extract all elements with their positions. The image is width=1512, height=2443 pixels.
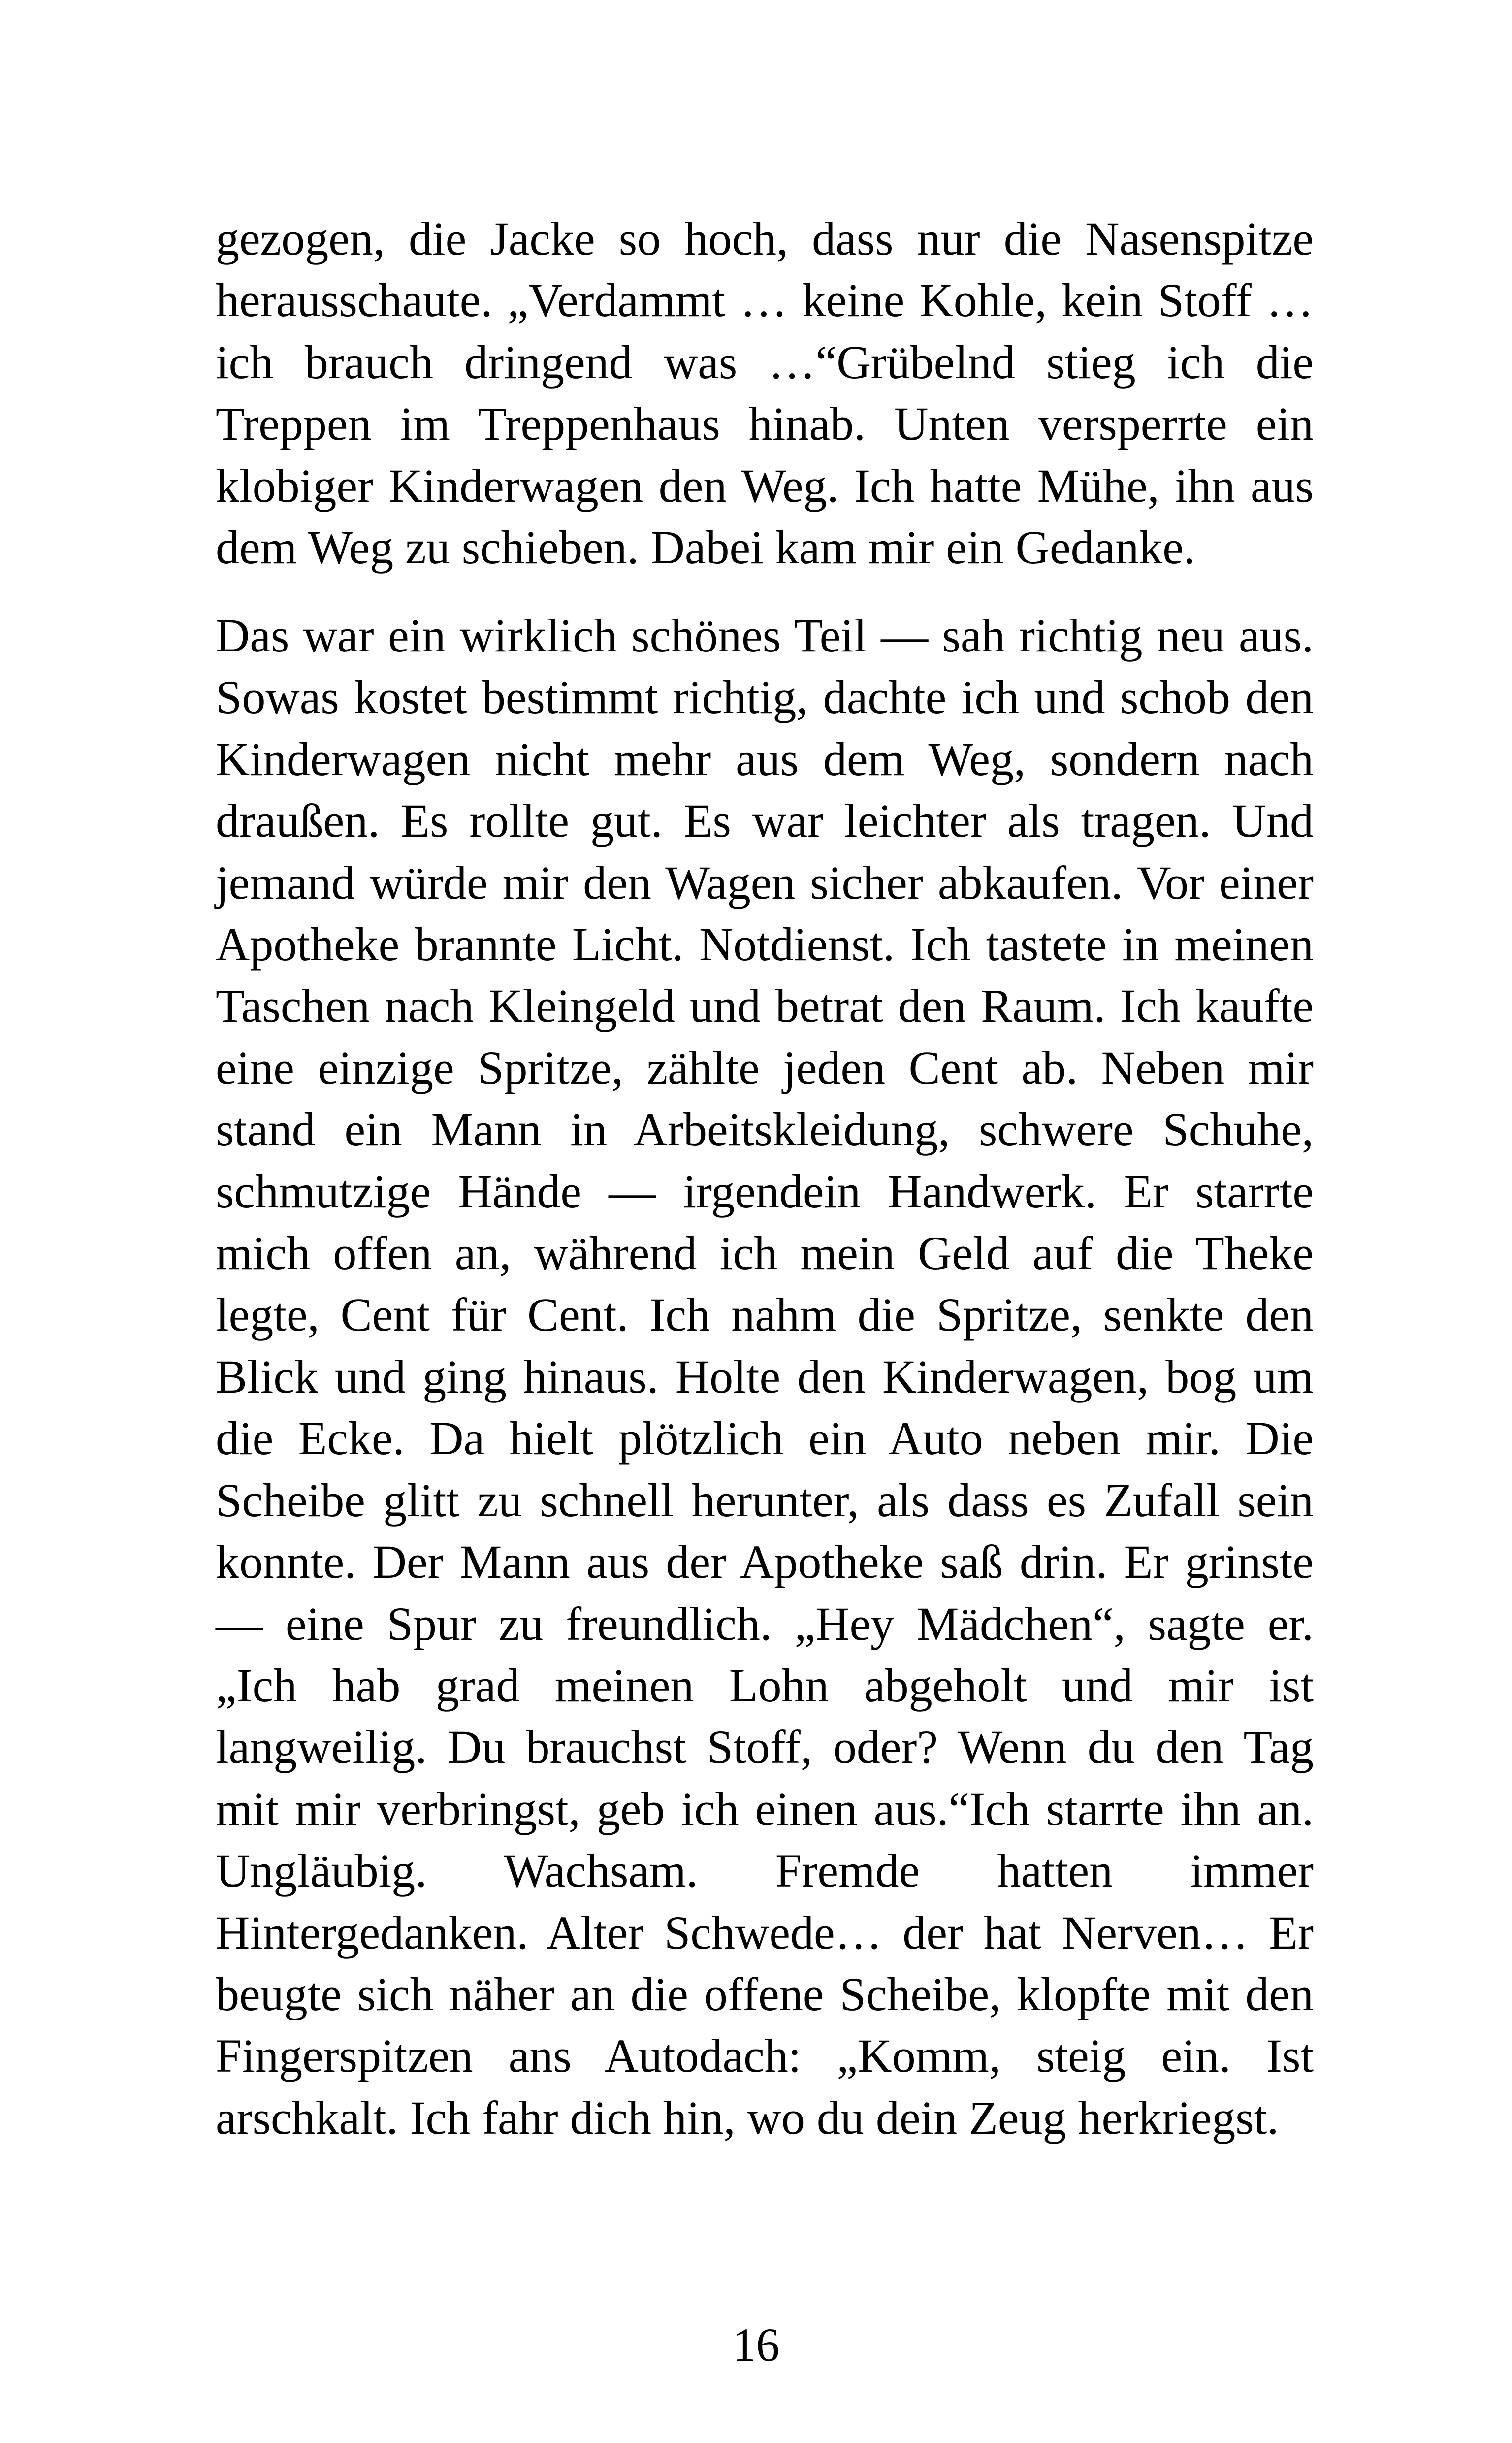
page-number: 16 [732, 2318, 780, 2371]
paragraph-1: gezogen, die Jacke so hoch, dass nur die Nasenspitze herausschaute. „Verdammt … keine Kohle, kein Stoff … ich brauch dringend was …“Grübelnd stieg ich die Treppen im Treppenhaus hinab. Unten versperrte ein klobiger Kinderwagen den Weg. Ich hatte Mühe, ihn aus dem Weg zu schieben. Dabei kam mir ein Gedanke. [216, 212, 1314, 574]
paragraph-2: Das war ein wirklich schönes Teil — sah richtig neu aus. Sowas kostet bestimmt richtig, dachte ich und schob den Kinderwagen nicht mehr aus dem Weg, sondern nach draußen. Es rollte gut. Es war leichter als tragen. Und jemand würde mir den Wagen sicher abkaufen. Vor einer Apotheke brannte Licht. Notdienst. Ich tastete in meinen Taschen nach Kleingeld und betrat den Raum. Ich kaufte eine einzige Spritze, zählte jeden Cent ab. Neben mir stand ein Mann in Arbeitskleidung, schwere Schuhe, schmutzige Hände — irgendein Handwerk. Er starrte mich offen an, während ich mein Geld auf die Theke legte, Cent für Cent. Ich nahm die Spritze, senkte den Blick und ging hinaus. Holte den Kinderwagen, bog um die Ecke. Da hielt plötzlich ein Auto neben mir. Die Scheibe glitt zu schnell herunter, als dass es Zufall sein konnte. Der Mann aus der Apotheke saß drin. Er grinste — eine Spur zu freundlich. „Hey Mädchen“, sagte er. „Ich hab grad meinen Lohn abgeholt und mir ist langweilig. Du brauchst Stoff, oder? Wenn du den Tag mit mir verbringst, geb ich einen aus.“Ich starrte ihn an. Ungläubig. Wachsam. Fremde hatten immer Hintergedanken. Alter Schwede… der hat Nerven… Er beugte sich näher an die offene Scheibe, klopfte mit den Fingerspitzen ans Autodach: „Komm, steig ein. Ist arschkalt. Ich fahr dich hin, wo du dein Zeug herkriegst. [216, 609, 1314, 2144]
